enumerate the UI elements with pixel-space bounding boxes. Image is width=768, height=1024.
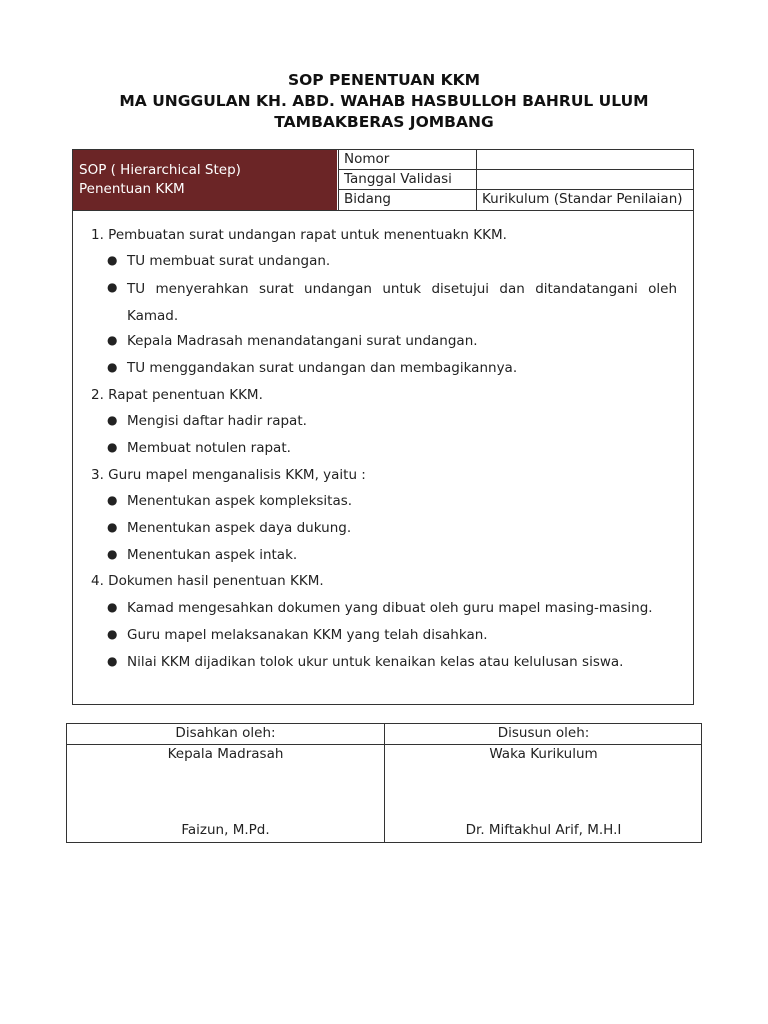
sop-header-table xyxy=(72,149,694,211)
preparer-name: Dr. Miftakhul Arif, M.H.I xyxy=(465,822,622,838)
bullet-icon: ● xyxy=(107,253,118,267)
meta-label-bidang: Bidang xyxy=(338,190,476,210)
bullet-icon: ● xyxy=(107,493,118,507)
bullet-icon: ● xyxy=(107,600,118,614)
approver-role: Kepala Madrasah xyxy=(167,746,284,762)
prepared-by-header: Disusun oleh: xyxy=(497,725,590,741)
bullet-icon: ● xyxy=(107,280,118,294)
step-3-title: 3. Guru mapel menganalisis KKM, yaitu : xyxy=(91,467,366,483)
sop-type-label: SOP ( Hierarchical Step) xyxy=(79,162,241,178)
bullet-icon: ● xyxy=(107,547,118,561)
step-2-title: 2. Rapat penentuan KKM. xyxy=(91,387,263,403)
signature-table xyxy=(66,723,702,843)
signature-header-divider xyxy=(67,744,701,745)
document-title: SOP PENENTUAN KKM xyxy=(287,71,481,89)
meta-value-bidang: Kurikulum (Standar Penilaian) xyxy=(476,190,693,210)
bullet-icon: ● xyxy=(107,520,118,534)
step-4-title: 4. Dokumen hasil penentuan KKM. xyxy=(91,573,324,589)
bullet-icon: ● xyxy=(107,413,118,427)
bullet-icon: ● xyxy=(107,654,118,668)
institution-location: TAMBAKBERAS JOMBANG xyxy=(274,113,494,131)
preparer-role: Waka Kurikulum xyxy=(489,746,598,762)
sop-name-label: Penentuan KKM xyxy=(79,181,185,197)
institution-name: MA UNGGULAN KH. ABD. WAHAB HASBULLOH BAHRUL ULUM xyxy=(119,92,649,110)
meta-label-tanggal: Tanggal Validasi xyxy=(338,170,476,190)
step-1-title: 1. Pembuatan surat undangan rapat untuk menentuakn KKM. xyxy=(91,227,507,243)
meta-value-tanggal xyxy=(476,170,693,190)
meta-label-nomor: Nomor xyxy=(338,150,476,170)
meta-value-nomor xyxy=(476,150,693,170)
sop-header-label xyxy=(73,150,337,210)
bullet-icon: ● xyxy=(107,333,118,347)
sop-meta-grid xyxy=(338,150,693,210)
sop-steps-box: 1. Pembuatan surat undangan rapat untuk menentuakn KKM. ● TU membuat surat undangan. ● TU menyerahkan surat undangan untuk disetujui dan ditandatangani oleh Kamad. ● Kepala Madrasah menandatangani surat undangan. ● TU menggandakan surat undangan dan membagikannya. 2. Rapat penentuan KKM. ● Mengisi daftar hadir rapat. ● Membuat notulen rapat. 3. Guru mapel menganalisis KKM, yaitu : ● Menentukan aspek kompleksitas. ● Menentukan aspek daya dukung. ● Menentukan aspek intak. 4. Dokumen hasil penentuan KKM. ● Kamad mengesahkan dokumen yang dibuat oleh guru mapel masing-masing. ● Guru mapel melaksanakan KKM yang telah disahkan. ● Nilai KKM dijadikan tolok ukur untuk kenaikan kelas atau kelulusan siswa. xyxy=(72,211,694,705)
bullet-icon: ● xyxy=(107,360,118,374)
approved-by-header: Disahkan oleh: xyxy=(175,725,276,741)
bullet-icon: ● xyxy=(107,627,118,641)
bullet-icon: ● xyxy=(107,440,118,454)
approver-name: Faizun, M.Pd. xyxy=(181,822,270,838)
